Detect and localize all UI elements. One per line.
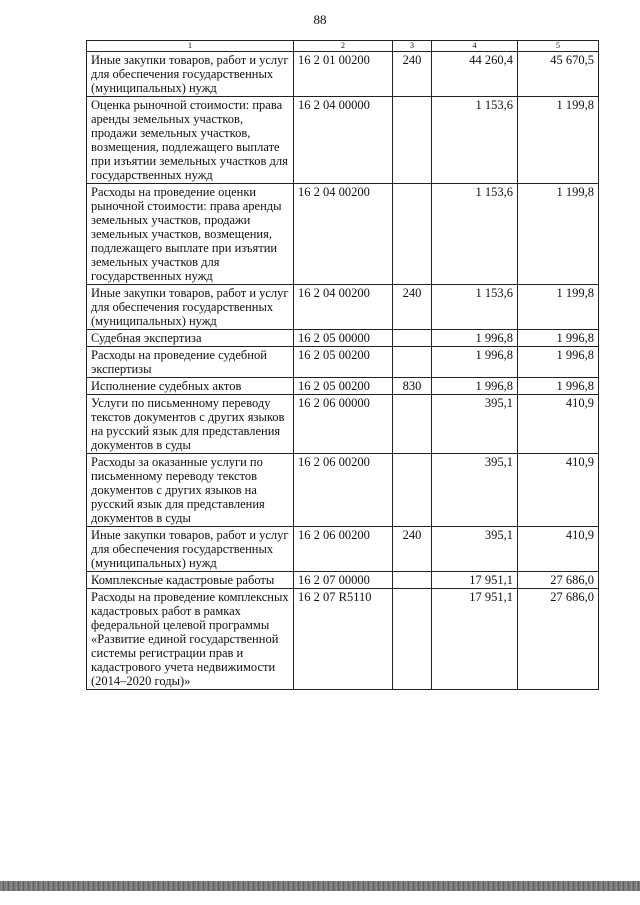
row-value-col4: 1 153,6 (432, 184, 518, 285)
row-type: 240 (393, 527, 432, 572)
table-row (87, 454, 599, 527)
row-name: Расходы на проведение комплексных кадастровых работ в рамках федеральной целевой программы «Развитие единой государственной системы регистрации прав и кадастрового учета недвижимости (2014–2020 годы)» (87, 589, 294, 690)
row-code: 16 2 04 00000 (294, 97, 393, 184)
row-value-col5: 410,9 (518, 454, 599, 527)
row-type (393, 184, 432, 285)
row-type (393, 97, 432, 184)
row-type: 240 (393, 52, 432, 97)
table-row (87, 285, 599, 330)
row-type (393, 395, 432, 454)
row-type: 240 (393, 285, 432, 330)
table-row (87, 184, 599, 285)
row-value-col5: 27 686,0 (518, 572, 599, 589)
row-type (393, 454, 432, 527)
row-code: 16 2 04 00200 (294, 184, 393, 285)
table-row (87, 347, 599, 378)
table-header-row (87, 41, 599, 52)
row-value-col5: 1 996,8 (518, 330, 599, 347)
row-type (393, 589, 432, 690)
table-row (87, 589, 599, 690)
row-value-col4: 1 996,8 (432, 378, 518, 395)
row-value-col5: 27 686,0 (518, 589, 599, 690)
row-name: Иные закупки товаров, работ и услуг для обеспечения государственных (муниципальных) нужд (87, 285, 294, 330)
row-value-col4: 1 996,8 (432, 330, 518, 347)
table-row (87, 52, 599, 97)
column-header-1: 1 (87, 41, 294, 52)
row-name: Иные закупки товаров, работ и услуг для обеспечения государственных (муниципальных) нужд (87, 527, 294, 572)
page-number: 88 (313, 12, 327, 27)
row-code: 16 2 06 00200 (294, 527, 393, 572)
row-value-col5: 410,9 (518, 395, 599, 454)
row-name: Расходы на проведение оценки рыночной стоимости: права аренды земельных участков, продажи земельных участков, возмещения, подлежащего выплате при изъятии земельных участков для государственных нужд (87, 184, 294, 285)
column-header-4: 4 (432, 41, 518, 52)
row-value-col5: 45 670,5 (518, 52, 599, 97)
row-type (393, 330, 432, 347)
table-row (87, 330, 599, 347)
row-code: 16 2 01 00200 (294, 52, 393, 97)
row-code: 16 2 06 00200 (294, 454, 393, 527)
column-header-5: 5 (518, 41, 599, 52)
row-value-col5: 410,9 (518, 527, 599, 572)
row-value-col4: 395,1 (432, 454, 518, 527)
row-type (393, 572, 432, 589)
row-name: Услуги по письменному переводу текстов документов с других языков на русский язык для представления документов в суды (87, 395, 294, 454)
row-value-col5: 1 199,8 (518, 97, 599, 184)
row-code: 16 2 07 00000 (294, 572, 393, 589)
table-row (87, 572, 599, 589)
row-name: Оценка рыночной стоимости: права аренды земельных участков, продажи земельных участков, возмещения, подлежащего выплате при изъятии земельных участков для государственных нужд (87, 97, 294, 184)
row-value-col4: 1 996,8 (432, 347, 518, 378)
scan-edge-artifact (0, 881, 640, 891)
row-name: Расходы на проведение судебной экспертизы (87, 347, 294, 378)
row-value-col4: 44 260,4 (432, 52, 518, 97)
table-row (87, 378, 599, 395)
row-code: 16 2 04 00200 (294, 285, 393, 330)
row-value-col4: 1 153,6 (432, 285, 518, 330)
row-type (393, 347, 432, 378)
row-name: Судебная экспертиза (87, 330, 294, 347)
row-value-col5: 1 199,8 (518, 285, 599, 330)
table-row (87, 527, 599, 572)
row-type: 830 (393, 378, 432, 395)
row-value-col5: 1 996,8 (518, 378, 599, 395)
row-value-col4: 395,1 (432, 527, 518, 572)
row-code: 16 2 05 00200 (294, 347, 393, 378)
row-value-col4: 17 951,1 (432, 589, 518, 690)
row-name: Иные закупки товаров, работ и услуг для обеспечения государственных (муниципальных) нужд (87, 52, 294, 97)
row-value-col4: 17 951,1 (432, 572, 518, 589)
column-header-3: 3 (393, 41, 432, 52)
row-value-col5: 1 996,8 (518, 347, 599, 378)
row-code: 16 2 06 00000 (294, 395, 393, 454)
row-value-col4: 395,1 (432, 395, 518, 454)
row-name: Расходы за оказанные услуги по письменному переводу текстов документов с других языков на русский язык для представления документов в суды (87, 454, 294, 527)
row-code: 16 2 07 R5110 (294, 589, 393, 690)
table-row (87, 97, 599, 184)
budget-table (86, 40, 599, 690)
row-value-col5: 1 199,8 (518, 184, 599, 285)
row-code: 16 2 05 00000 (294, 330, 393, 347)
column-header-2: 2 (294, 41, 393, 52)
table-row (87, 395, 599, 454)
row-code: 16 2 05 00200 (294, 378, 393, 395)
row-name: Комплексные кадастровые работы (87, 572, 294, 589)
row-name: Исполнение судебных актов (87, 378, 294, 395)
row-value-col4: 1 153,6 (432, 97, 518, 184)
